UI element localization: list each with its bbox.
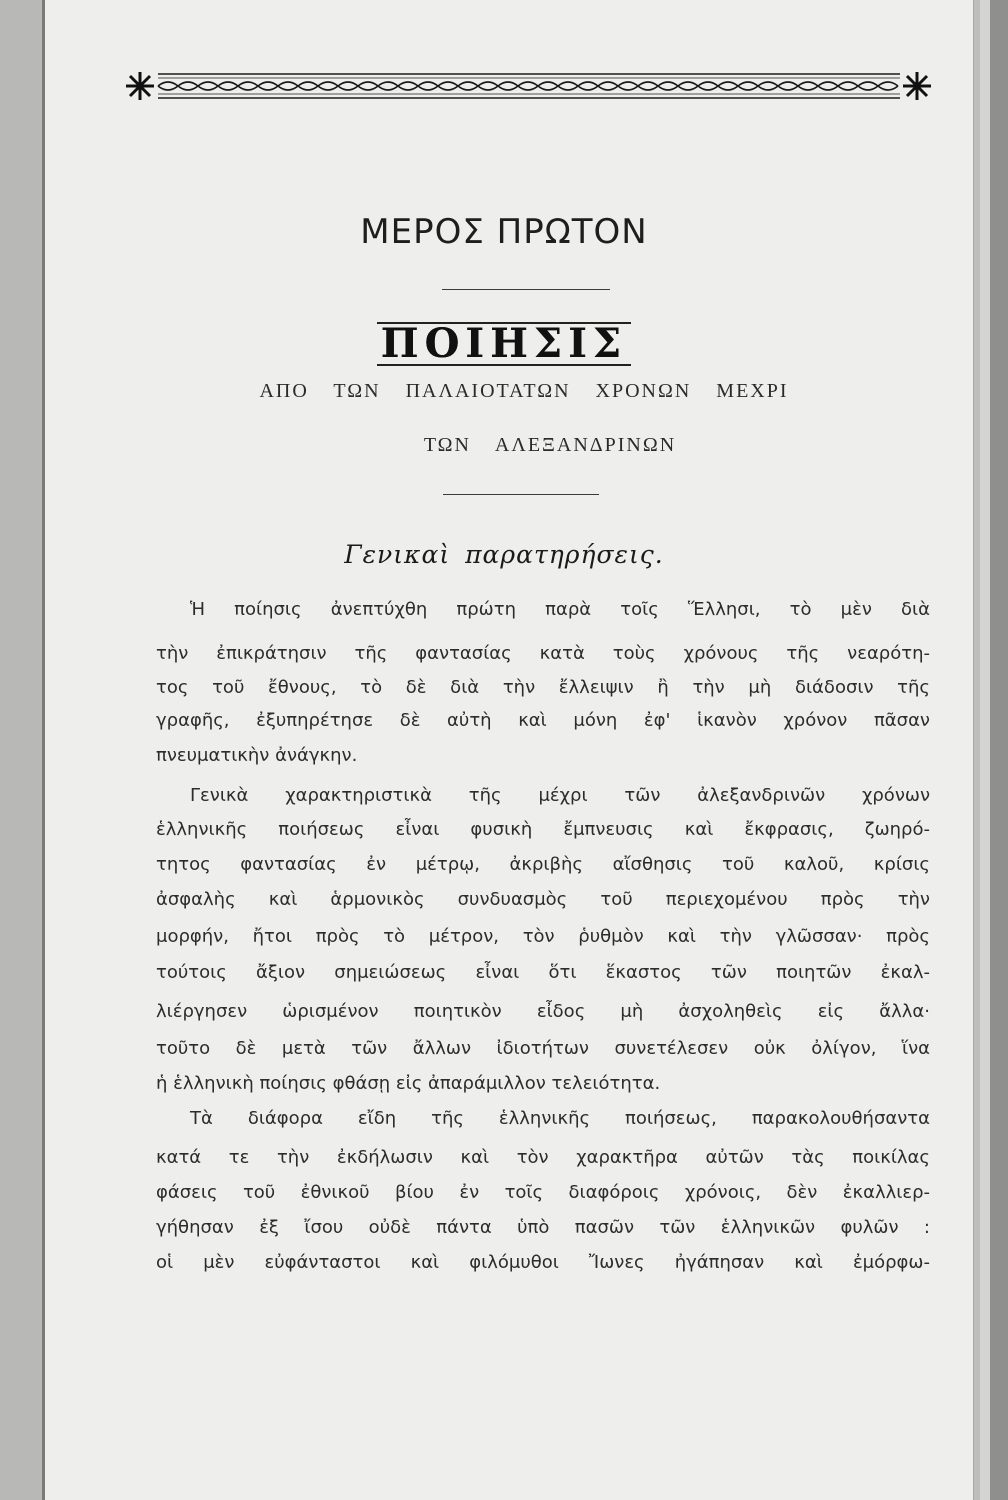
body-line: ἀσφαλὴς καὶ ἁρμονικὸς συνδυασμὸς τοῦ περιεχομένου πρὸς τὴν [156,889,930,910]
body-line: γραφῆς, ἐξυπηρέτησε δὲ αὐτὴ καὶ μόνη ἐφ' ἱκανὸν χρόνον πᾶσαν [156,710,930,731]
body-line: Ἡ ποίησις ἀνεπτύχθη πρώτη παρὰ τοῖς Ἕλλησι, τὸ μὲν διὰ [190,599,930,620]
divider [443,494,599,495]
body-line: Τὰ διάφορα εἴδη τῆς ἑλληνικῆς ποιήσεως, παρακολουθήσαντα [190,1108,930,1129]
body-line: τοῦτο δὲ μετὰ τῶν ἄλλων ἰδιοτήτων συνετέλεσεν οὐκ ὀλίγον, ἵνα [156,1038,930,1059]
body-line: κατά τε τὴν ἐκδήλωσιν καὶ τὸν χαρακτῆρα αὐτῶν τὰς ποικίλας [156,1147,930,1168]
section-title-text: ΠΟΙΗΣΙΣ [377,322,631,366]
body-line: ἑλληνικῆς ποιήσεως εἶναι φυσικὴ ἔμπνευσις καὶ ἔκφρασις, ζωηρό- [156,819,930,840]
body-line: οἱ μὲν εὐφάνταστοι καὶ φιλόμυθοι Ἴωνες ἠγάπησαν καὶ ἐμόρφω- [156,1252,930,1273]
body-line: τὴν ἐπικράτησιν τῆς φαντασίας κατὰ τοὺς χρόνους τῆς νεαρότη- [156,643,930,664]
body-line: λιέργησεν ὡρισμένον ποιητικὸν εἶδος μὴ ἀσχοληθεὶς εἰς ἄλλα· [156,1001,930,1022]
decorative-border-ornament [120,66,935,106]
body-line: ἡ ἑλληνικὴ ποίησις φθάσῃ εἰς ἀπαράμιλλον τελειότητα. [156,1073,661,1094]
section-title [0,320,1008,367]
body-line: τούτοις ἄξιον σημειώσεως εἶναι ὅτι ἕκαστος τῶν ποιητῶν ἐκαλ- [156,962,930,983]
subtitle-line-2: ΤΩΝ ΑΛΕΞΑΝΔΡΙΝΩΝ [423,434,677,456]
chapter-heading: Γενικαὶ παρατηρήσεις. [344,540,664,569]
body-line: τητος φαντασίας ἐν μέτρῳ, ἀκριβὴς αἴσθησις τοῦ καλοῦ, κρίσις [156,854,930,875]
part-title: ΜΕΡΟΣ ΠΡΩΤΟΝ [360,212,648,252]
body-line: τος τοῦ ἔθνους, τὸ δὲ διὰ τὴν ἔλλειψιν ἢ τὴν μὴ διάδοσιν τῆς [156,677,930,698]
body-line: φάσεις τοῦ ἐθνικοῦ βίου ἐν τοῖς διαφόροις χρόνοις, δὲν ἐκαλλιερ- [156,1182,930,1203]
divider [442,289,610,290]
body-line: μορφήν, ἤτοι πρὸς τὸ μέτρον, τὸν ῥυθμὸν καὶ τὴν γλῶσσαν· πρὸς [156,926,930,947]
body-line: γήθησαν ἐξ ἴσου οὐδὲ πάντα ὑπὸ πασῶν τῶν ἑλληνικῶν φυλῶν : [156,1217,930,1238]
body-line: Γενικὰ χαρακτηριστικὰ τῆς μέχρι τῶν ἀλεξανδρινῶν χρόνων [190,785,930,806]
body-line: πνευματικὴν ἀνάγκην. [156,745,358,766]
subtitle-line-1: ΑΠΟ ΤΩΝ ΠΑΛΑΙΟΤΑΤΩΝ ΧΡΟΝΩΝ ΜΕΧΡΙ [259,380,789,402]
